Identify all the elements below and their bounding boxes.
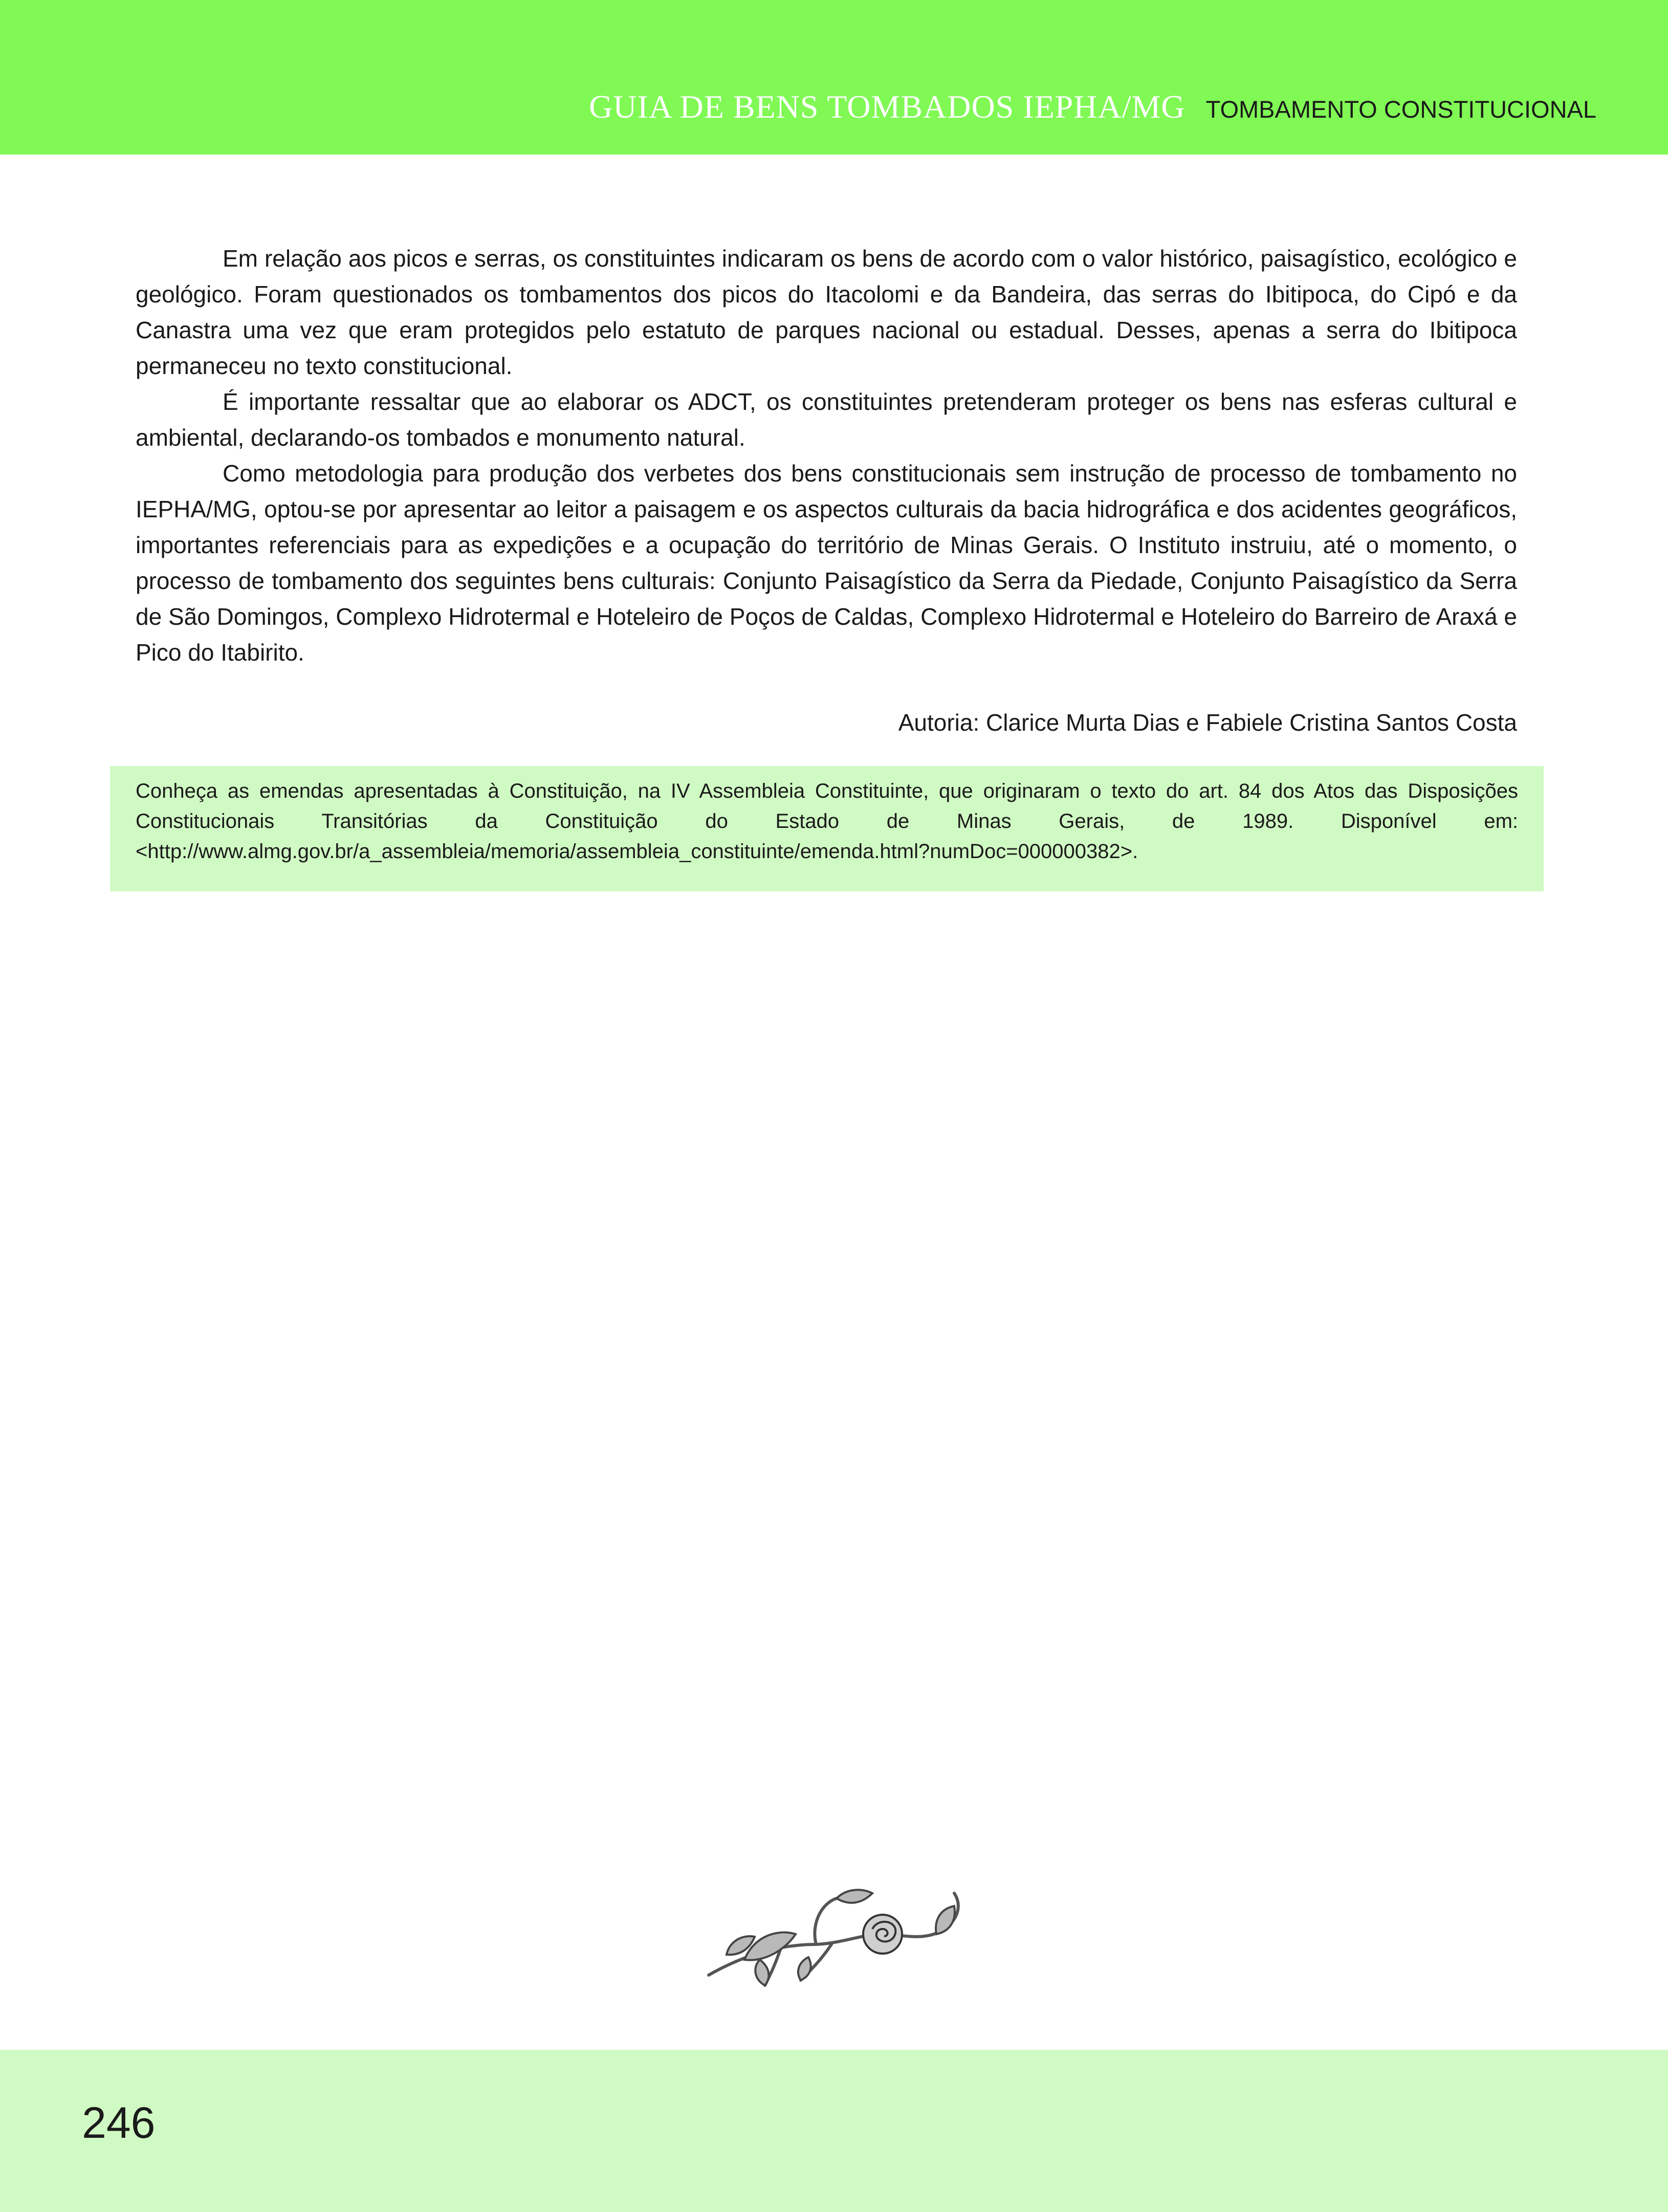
note-box — [110, 766, 1544, 891]
paragraph: Como metodologia para produção dos verbetes dos bens constitucionais sem instrução de processo de tombamento no IEPHA/MG, optou-se por apresentar ao leitor a paisagem e os aspectos culturais da bacia hidrográfica e dos acidentes geográficos, importantes referenciais para as expedições e a ocupação do território de Minas Gerais. O Instituto instruiu, até o momento, o processo de tombamento dos seguintes bens culturais: Conjunto Paisagístico da Serra da Piedade, Conjunto Paisagístico da Serra de São Domingos, Complexo Hidrotermal e Hoteleiro de Poços de Caldas, Complexo Hidrotermal e Hoteleiro do Barreiro de Araxá e Pico do Itabirito. — [136, 460, 1517, 666]
header-band — [0, 0, 1668, 155]
body-text — [136, 240, 1517, 670]
authorship-line: Autoria: Clarice Murta Dias e Fabiele Cristina Santos Costa — [898, 709, 1517, 736]
running-header — [589, 88, 1596, 126]
paragraph: Em relação aos picos e serras, os constituintes indicaram os bens de acordo com o valor histórico, paisagístico, ecológico e geológico. Foram questionados os tombamentos dos picos do Itacolomi e da Bandeira, das serras do Ibitipoca, do Cipó e da Canastra uma vez que eram protegidos pelo estatuto de parques nacional ou estadual. Desses, apenas a serra do Ibitipoca permaneceu no texto constitucional. — [136, 245, 1517, 379]
paragraph: É importante ressaltar que ao elaborar os ADCT, os constituintes pretenderam proteger os bens nas esferas cultural e ambiental, declarando-os tombados e monumento natural. — [136, 388, 1517, 451]
guide-title: GUIA DE BENS TOMBADOS IEPHA/MG — [589, 89, 1186, 125]
footer-band — [0, 2050, 1668, 2212]
section-title: TOMBAMENTO CONSTITUCIONAL — [1205, 96, 1596, 123]
note-text: Conheça as emendas apresentadas à Constituição, na IV Assembleia Constituinte, que originaram o texto do art. 84 dos Atos das Disposições Constitucionais Transitórias da Constituição do Estado de Minas Gerais, de 1989. Disponível em: <http://www.almg.gov.br/a_assembleia/memoria/assembleia_constituinte/emenda.html?numDoc=000000382>. — [136, 780, 1518, 863]
page-number: 246 — [82, 2098, 156, 2148]
rose-icon — [678, 1878, 995, 2001]
